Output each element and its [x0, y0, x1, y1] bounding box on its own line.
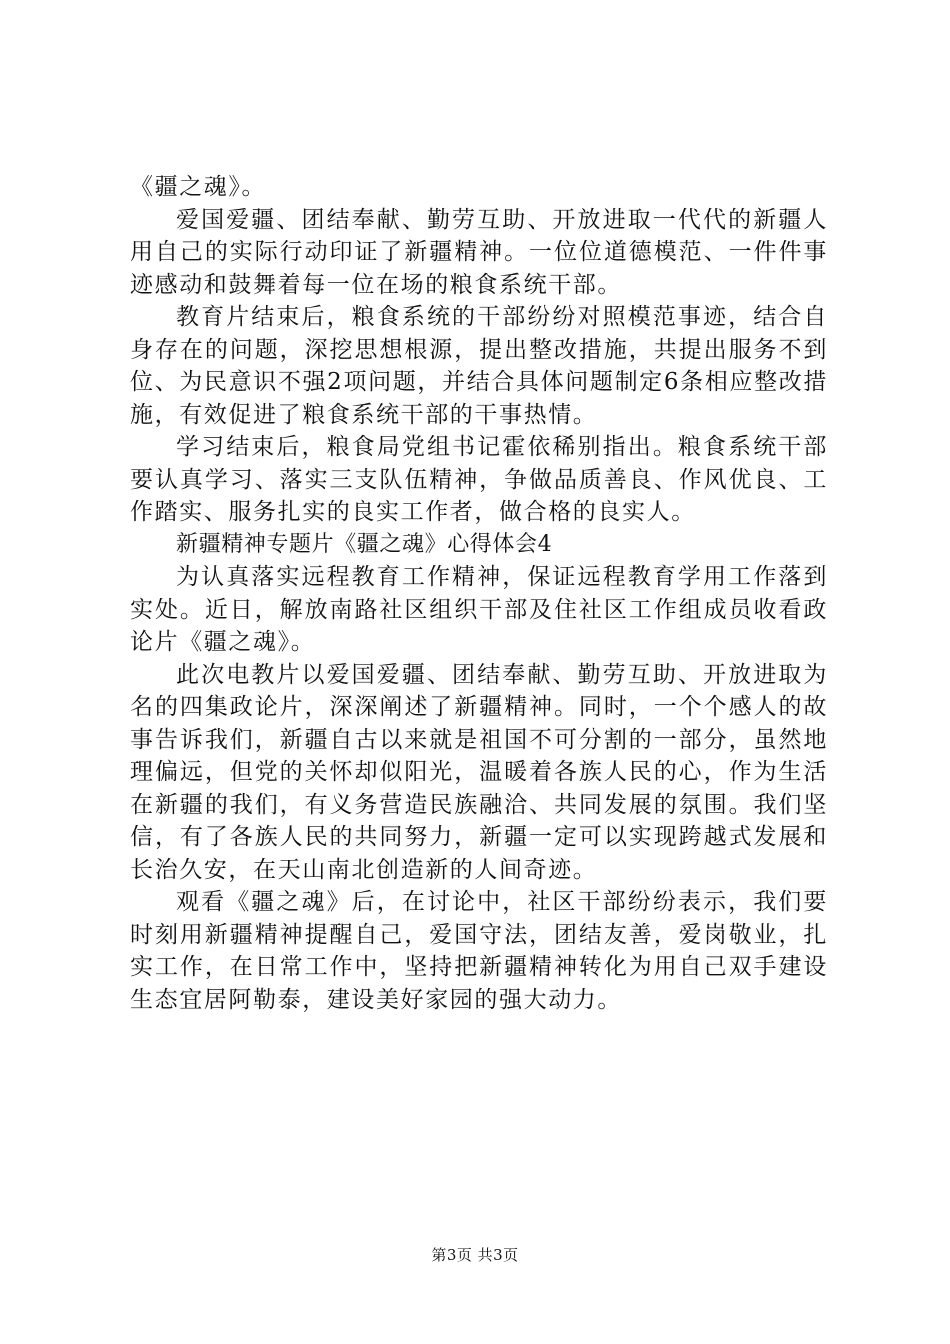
paragraph-continuation: 《疆之魂》。 [130, 174, 267, 200]
paragraph: 教育片结束后，粮食系统的干部纷纷对照模范事迹，结合自身存在的问题，深挖思想根源，提出整改措施，共提出服务不到位、为民意识不强2项问题，并结合具体问题制定6条相应整改措施，有效促进了粮食系统干部的干事热情。 [130, 304, 828, 428]
paragraph: 为认真落实远程教育工作精神，保证远程教育学用工作落到实处。近日，解放南路社区组织干部及住社区工作组成员收看政论片《疆之魂》。 [130, 564, 828, 655]
paragraph: 学习结束后，粮食局党组书记霍依稀别指出。粮食系统干部要认真学习、落实三支队伍精神，争做品质善良、作风优良、工作踏实、服务扎实的良实工作者，做合格的良实人。 [130, 434, 828, 525]
section-heading: 新疆精神专题片《疆之魂》心得体会4 [176, 531, 553, 557]
paragraph: 爱国爱疆、团结奉献、勤劳互助、开放进取一代代的新疆人用自己的实际行动印证了新疆精神。一位位道德模范、一件件事迹感动和鼓舞着每一位在场的粮食系统干部。 [130, 206, 828, 298]
page-number-footer: 第3页 共3页 [431, 1246, 519, 1264]
document-body [130, 171, 828, 1016]
paragraph: 观看《疆之魂》后，在讨论中，社区干部纷纷表示，我们要时刻用新疆精神提醒自己，爱国守法，团结友善，爱岗敬业，扎实工作，在日常工作中，坚持把新疆精神转化为用自己双手建设生态宜居阿勒泰，建设美好家园的强大动力。 [130, 889, 828, 1013]
paragraph: 此次电教片以爱国爱疆、团结奉献、勤劳互助、开放进取为名的四集政论片，深深阐述了新疆精神。同时，一个个感人的故事告诉我们，新疆自古以来就是祖国不可分割的一部分，虽然地理偏远，但党的关怀却似阳光，温暖着各族人民的心，作为生活在新疆的我们，有义务营造民族融洽、共同发展的氛围。我们坚信，有了各族人民的共同努力，新疆一定可以实现跨越式发展和长治久安，在天山南北创造新的人间奇迹。 [130, 661, 828, 883]
